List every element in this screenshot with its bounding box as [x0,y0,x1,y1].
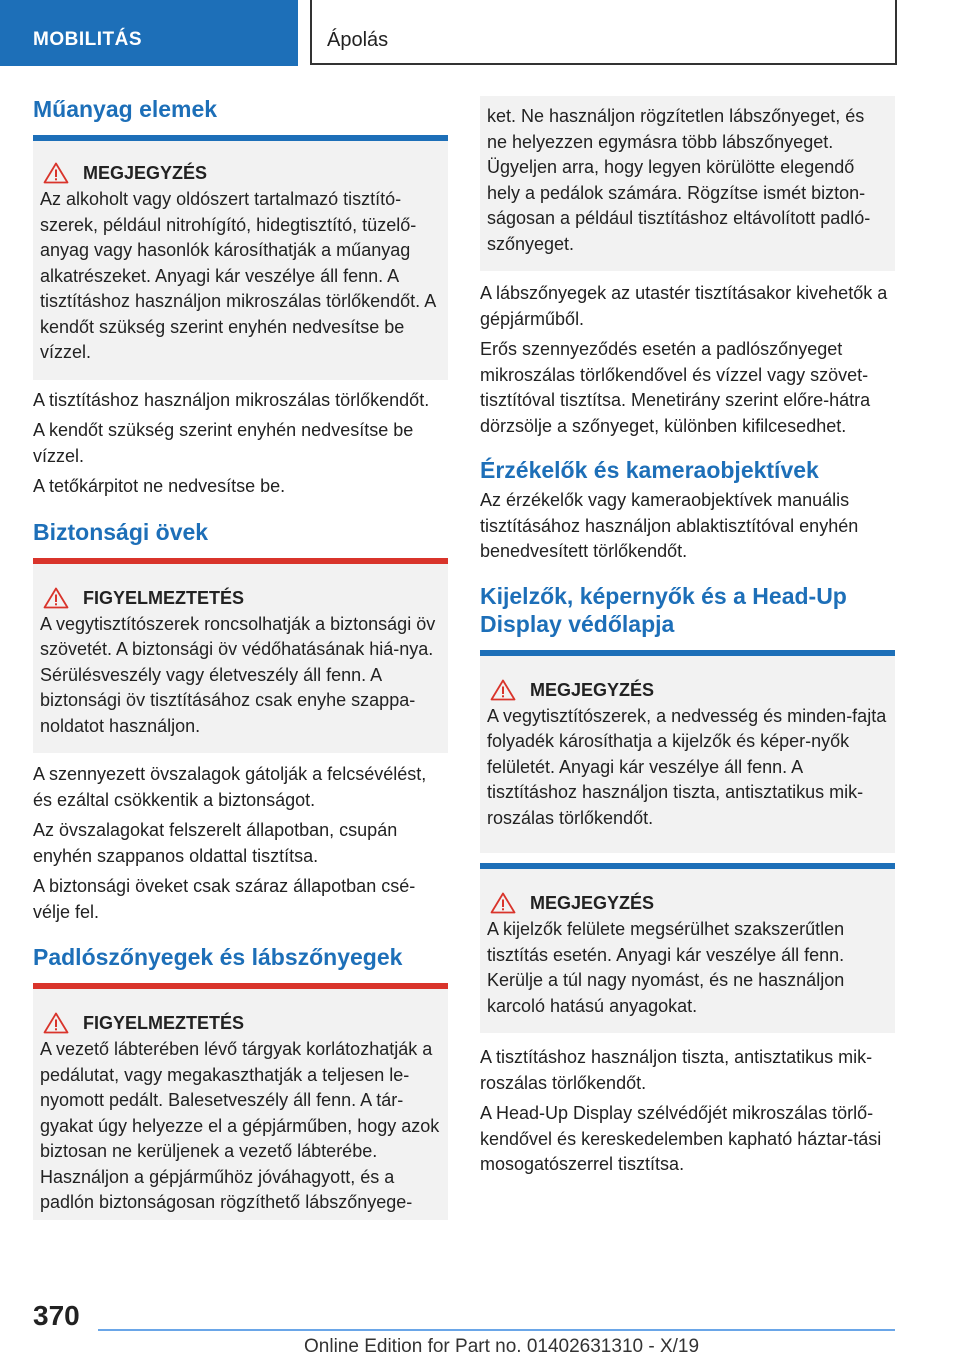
warning-box [33,989,448,1220]
paragraph: A szennyezett övszalagok gátolják a felcsévélést, és ezáltal csökkentik a biztonságot. [33,764,427,810]
paragraph: Az övszalagokat felszerelt állapotban, csupán enyhén szappanos oldattal tisztítsa. [33,820,398,866]
warning-triangle-icon [43,162,69,184]
edition-line: Online Edition for Part no. 01402631310 - X/19 [304,1336,700,1357]
warning-header [40,1011,440,1035]
paragraph: A tisztításhoz használjon mikroszálas törlőkendőt. [33,389,430,410]
notice-label: MEGJEGYZÉS [530,893,655,913]
warning-triangle-icon [43,587,69,609]
heading-floor-mats: Padlószőnyegek és lábszőnyegek [33,944,403,970]
heading-sensors: Érzékelők és kameraobjektívek [480,457,819,483]
paragraph: A lábszőnyegek az utastér tisztításakor kivehetők a gépjárműből. [480,283,888,329]
paragraph: Erős szennyeződés esetén a padlószőnyeget mikroszálas törlőkendővel és vízzel vagy szövet-tisztítóval tisztítsa. Menetirány szerint előre-hátra dörzsölje a szőnyeget, különben kifilcesedhet. [480,339,871,436]
paragraph: A tisztításhoz használjon tiszta, antisztatikus mik-roszálas törlőkendőt. [480,1047,873,1093]
notice-label: MEGJEGYZÉS [83,163,208,183]
right-column [480,96,895,1183]
left-column [33,95,448,1220]
footer-rule [98,1329,895,1331]
warning-triangle-icon [43,1012,69,1034]
paragraph: A Head-Up Display szélvédőjét mikroszálas törlő-kendővel és kereskedelemben kapható háztar-tási mosogatószerrel tisztítsa. [480,1103,882,1174]
notice-header [487,678,887,702]
notice-label: MEGJEGYZÉS [530,679,655,700]
warning-box [33,564,448,754]
warning-text: A vezető lábterében lévő tárgyak korlátozhatják a pedálutat, vagy megakaszthatják a teljesen le-nyomott pedált. Balesetveszély áll fenn. A tár-gyakat úgy helyezze el a gépjárműben, hogy azok biztosan ne kerüljenek a vezető lábterébe. Használjon a gépjárműhöz jóváhagyott, és a padlón biztonságosan rögzíthető lábszőnyege- [40,1039,440,1212]
warning-header [40,586,440,610]
page-number: 370 [33,1300,80,1331]
paragraph: A tetőkárpitot ne nedvesítse be. [33,476,286,496]
warning-text: A vegytisztítószerek roncsolhatják a biztonsági öv szövetét. A biztonsági öv védőhatásának hiá-nya. Sérülésveszély vagy életveszély áll fenn. A biztonsági öv tisztításához csak enyhe szappa-noldatot használjon. [40,613,436,736]
section-tab [0,0,298,66]
notice-box [33,141,448,380]
heading-displays: Kijelzők, képernyők és a Head-Up Display védőlapja [480,582,847,637]
chapter-header [310,0,897,65]
section-label: MOBILITÁS [33,29,142,50]
notice-text: A vegytisztítószerek, a nedvesség és minden-fajta folyadék károsíthatja a kijelzők és képer-nyők felületét. Anyagi kár veszélye áll fenn. A tisztításhoz használjon tiszta, antisztatikus mik-roszálas törlőkendőt. [487,705,887,828]
warning-triangle-icon [490,679,516,701]
heading-plastic: Műanyag elemek [33,96,218,122]
notice-text: A kijelzők felülete megsérülhet szakszerűtlen tisztítás esetén. Anyagi kár veszélye áll fenn. Kerülje a túl nagy nyomást, és ne használjon karcoló hatású anyagokat. [487,919,845,1016]
notice-text: Az alkoholt vagy oldószert tartalmazó tisztító-szerek, például nitrohígító, hidegtisztító, tüzelő-anyag vagy hasonlók károsíthatják a műanyag alkatrészeket. Anyagi kár veszélye áll fenn. A tisztításhoz használjon mikroszálas törlőkendőt. A kendőt szükség szerint enyhén nedvesítse be vízzel. [40,189,436,362]
notice-box [480,869,895,1033]
paragraph: A kendőt szükség szerint enyhén nedvesítse be vízzel. [33,420,414,466]
paragraph: Az érzékelők vagy kameraobjektívek manuális tisztításához használjon ablaktisztítóval enyhén benedvesített törlőkendőt. [480,490,859,561]
notice-box [480,656,895,854]
notice-header [487,891,887,915]
warning-box-continued [480,96,895,271]
warning-label: FIGYELMEZTETÉS [83,1013,245,1033]
warning-label: FIGYELMEZTETÉS [83,587,245,608]
chapter-title: Ápolás [327,29,389,51]
heading-seatbelts: Biztonsági övek [33,518,209,545]
paragraph: A biztonsági öveket csak száraz állapotban csé-vélje fel. [33,876,416,922]
warning-triangle-icon [490,892,516,914]
notice-header [40,161,440,185]
warning-text: ket. Ne használjon rögzítetlen lábszőnyeget, és ne helyezzen egymásra több lábszőnyeget. Ügyeljen arra, hogy legyen körülötte elegendő hely a pedálok számára. Rögzítse ismét bizton-ságosan a például tisztításhoz eltávolított padló-szőnyeget. [487,106,871,254]
